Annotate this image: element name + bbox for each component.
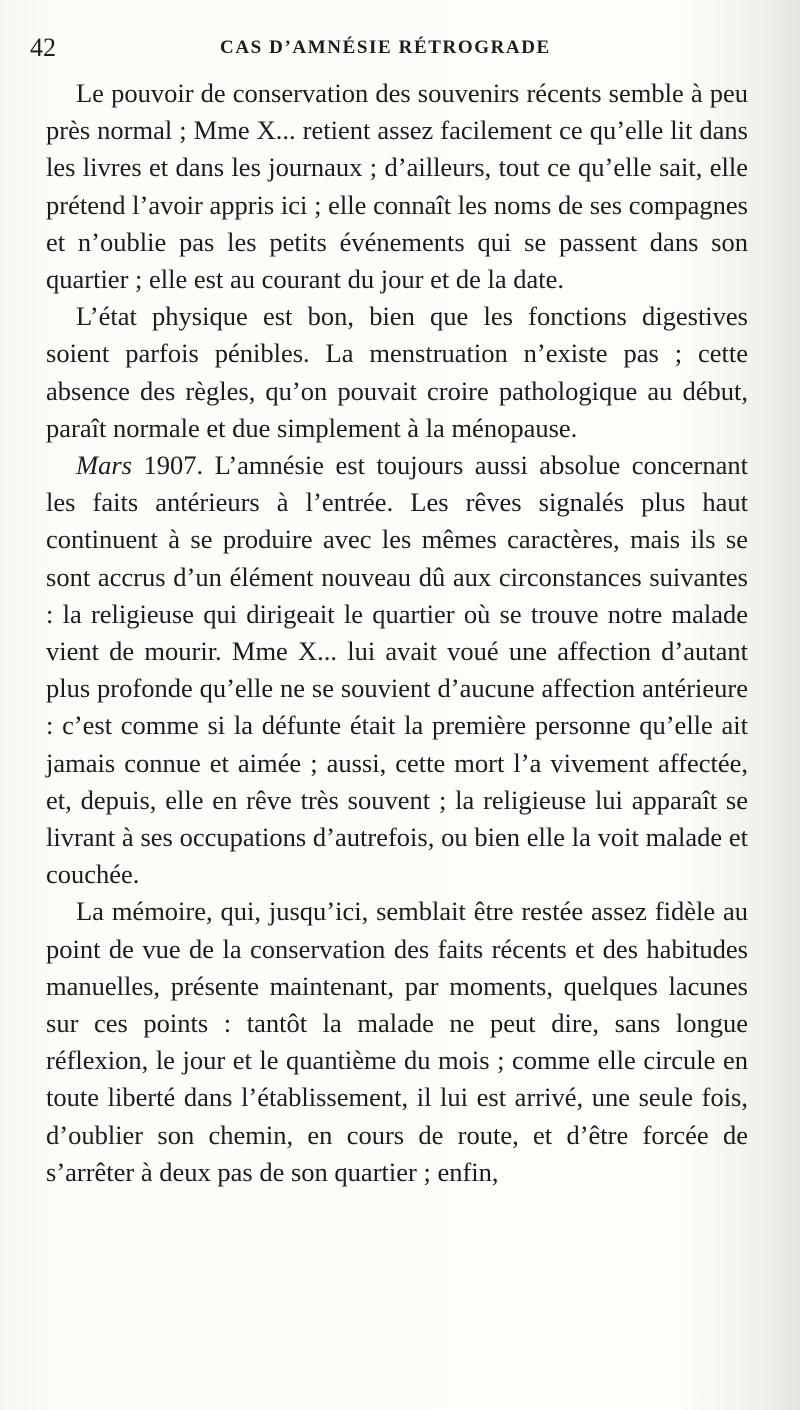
paragraph-physical-state: L’état physique est bon, bien que les fonctions digestives soient parfois pénibles. La menstruation n’existe pas ; cette absence des règles, qu’on pouvait croire pathologique au début, paraît normale et due simplement à la ménopause. (46, 301, 748, 443)
date-label: Mars (76, 450, 132, 481)
paragraph-march-1907 (46, 447, 748, 893)
body-text (46, 75, 748, 1191)
page-number: 42 (30, 33, 56, 62)
paragraph-memory-lapses: La mémoire, qui, jusqu’ici, semblait être restée assez fidèle au point de vue de la conservation des faits récents et des habitudes manuelles, présente maintenant, par moments, quelques lacunes sur ces points : tantôt la malade ne peut dire, sans longue réflexion, le jour et le quantième du mois ; comme elle circule en toute liberté dans l’établissement, il lui est arrivé, une seule fois, d’oublier son chemin, en cours de route, et d’être forcée de s’arrêter à deux pas de son quartier ; enfin, (46, 896, 748, 1187)
paragraph-recent-memory: Le pouvoir de conservation des souvenirs récents semble à peu près normal ; Mme X... retient assez facilement ce qu’elle lit dans les livres et dans les journaux ; d’ailleurs, tout ce qu’elle sait, elle prétend l’avoir appris ici ; elle connaît les noms de ses compagnes et n’oublie pas les petits événements qui se passent dans son quartier ; elle est au courant du jour et de la date. (46, 78, 748, 295)
running-head (30, 30, 770, 66)
running-title: CAS D’AMNÉSIE RÉTROGRADE (220, 37, 551, 58)
paragraph-march-1907-text: 1907. L’amnésie est toujours aussi absolue concernant les faits antérieurs à l’entrée. Les rêves signalés plus haut continuent à se produire avec les mêmes caractères, mais ils se sont accrus d’un élément nouveau dû aux circonstances suivantes : la religieuse qui dirigeait le quartier où se trouve notre malade vient de mourir. Mme X... lui avait voué une affection d’autant plus profonde qu’elle ne se souvient d’aucune affection antérieure : c’est comme si la défunte était la première personne qu’elle ait jamais connue et aimée ; aussi, cette mort l’a vivement affectée, et, depuis, elle en rêve très souvent ; la religieuse lui apparaît se livrant à ses occupations d’autrefois, ou bien elle la voit malade et couchée. (46, 450, 748, 890)
